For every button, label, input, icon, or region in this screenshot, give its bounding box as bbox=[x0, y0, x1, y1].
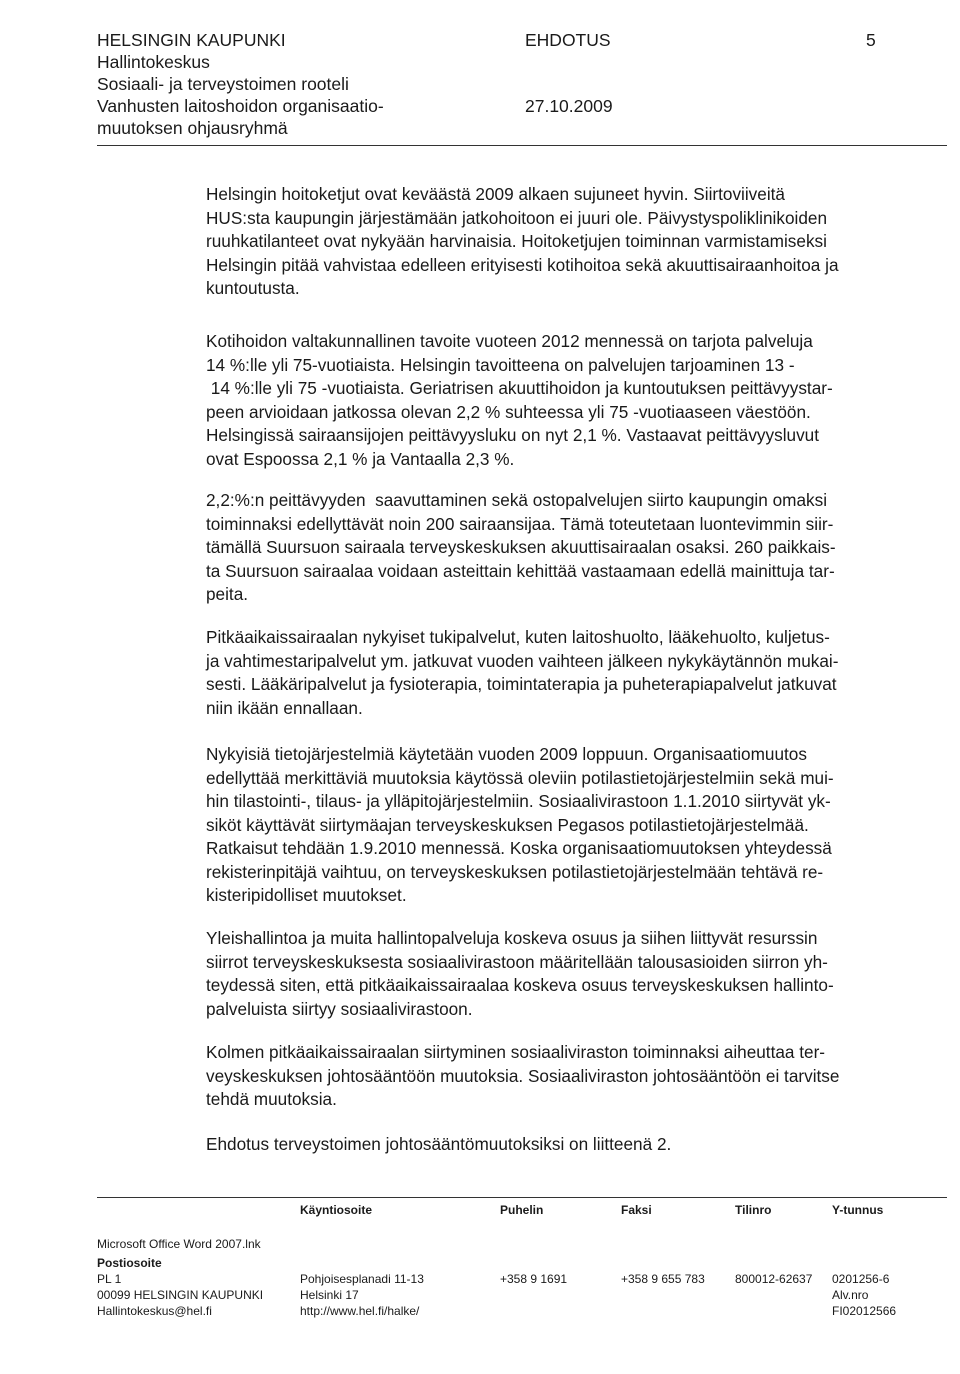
text-line: edellyttää merkittäviä muutoksia käytössä oleviin potilastietojärjestelmiin sekä mui- bbox=[206, 767, 834, 788]
text-line: Yleishallintoa ja muita hallintopalveluja koskeva osuus ja siihen liittyvät resurssin bbox=[206, 928, 818, 948]
paragraph-information-systems bbox=[206, 743, 951, 908]
website-link[interactable]: http://www.hel.fi/halke/ bbox=[300, 1304, 420, 1318]
text-line: rekisterinpitäjä vaihtuu, on terveyskeskuksen potilastietojärjestelmään tehtävä re- bbox=[206, 861, 824, 882]
text-line: veyskeskuksen johtosääntöön muutoksia. Sosiaaliviraston johtosääntöön ei tarvitse bbox=[206, 1065, 840, 1086]
visit-street: Pohjoisesplanadi 11-13 bbox=[300, 1272, 424, 1286]
text-line: kuntoutusta. bbox=[206, 278, 300, 298]
file-name: Microsoft Office Word 2007.lnk bbox=[97, 1237, 261, 1251]
paragraph-administration bbox=[206, 927, 951, 1021]
org-name: HELSINGIN KAUPUNKI bbox=[97, 30, 286, 50]
document-type: EHDOTUS bbox=[525, 30, 611, 50]
document-date: 27.10.2009 bbox=[525, 96, 613, 116]
postal-box: PL 1 bbox=[97, 1272, 122, 1286]
text-line: Helsingissä sairaansijojen peittävyysluku on nyt 2,1 %. Vastaavat peittävyysluvut bbox=[206, 425, 820, 445]
visit-address-heading: Käyntiosoite bbox=[300, 1203, 373, 1217]
business-id: 0201256-6 bbox=[832, 1272, 890, 1286]
paragraph-home-care-target bbox=[206, 330, 951, 471]
text-line: peen arvioidaan jatkossa olevan 2,2 % suhteessa yli 75 -vuotiaaseen väestöön. bbox=[206, 401, 811, 422]
account-heading: Tilinro bbox=[735, 1203, 772, 1217]
group-name-line1: Vanhusten laitoshoidon organisaatio- bbox=[97, 96, 384, 116]
text-line: niin ikään ennallaan. bbox=[206, 697, 363, 718]
text-line: palveluista siirtyy sosiaalivirastoon. bbox=[206, 998, 473, 1019]
business-id-heading: Y-tunnus bbox=[832, 1203, 884, 1217]
text-line: hin tilastointi-, tilaus- ja ylläpitojärjestelmiin. Sosiaalivirastoon 1.1.2010 siirtyvät yk- bbox=[206, 791, 831, 811]
email-link[interactable]: Hallintokeskus@hel.fi bbox=[97, 1304, 212, 1318]
text-line: tehdä muutoksia. bbox=[206, 1089, 337, 1109]
visit-city: Helsinki 17 bbox=[300, 1288, 359, 1302]
fax-heading: Faksi bbox=[621, 1203, 652, 1217]
text-line: siirrot terveyskeskuksesta sosiaalivirastoon määritellään talousasioiden siirron yh- bbox=[206, 951, 828, 972]
text-line: Helsingin pitää vahvistaa edelleen erityisesti kotihoitoa sekä akuuttisairaanhoitoa ja bbox=[206, 254, 839, 275]
paragraph-support-services bbox=[206, 626, 951, 720]
paragraph-care-chains bbox=[206, 183, 951, 301]
text-line: Kolmen pitkäaikaissairaalan siirtyminen sosiaaliviraston toiminnaksi aiheuttaa ter- bbox=[206, 1042, 826, 1062]
postal-address-heading: Postiosoite bbox=[97, 1256, 162, 1270]
text-line: Pitkäaikaissairaalan nykyiset tukipalvelut, kuten laitoshuolto, lääkehuolto, kuljetus- bbox=[206, 627, 830, 647]
text-line: ovat Espoossa 2,1 % ja Vantaalla 2,3 %. bbox=[206, 448, 515, 469]
text-line: Ehdotus terveystoimen johtosääntömuutoksiksi on liitteenä 2. bbox=[206, 1134, 672, 1154]
text-line: Kotihoidon valtakunnallinen tavoite vuoteen 2012 mennessä on tarjota palveluja bbox=[206, 331, 813, 351]
postal-city: 00099 HELSINGIN KAUPUNKI bbox=[97, 1288, 264, 1302]
group-name-line2: muutoksen ohjausryhmä bbox=[97, 118, 288, 138]
text-line: ja vahtimestaripalvelut ym. jatkuvat vuoden vaihteen jälkeen nykykäytännön mukai- bbox=[206, 650, 839, 671]
footer-divider bbox=[97, 1197, 947, 1198]
vat-number: FI02012566 bbox=[832, 1304, 897, 1318]
phone-heading: Puhelin bbox=[500, 1203, 544, 1217]
text-line: kisteripidolliset muutokset. bbox=[206, 885, 407, 905]
vat-label: Alv.nro bbox=[832, 1288, 869, 1302]
phone-number: +358 9 1691 bbox=[500, 1272, 568, 1286]
text-line: Nykyisiä tietojärjestelmiä käytetään vuoden 2009 loppuun. Organisaatiomuutos bbox=[206, 744, 807, 764]
text-line: 14 %:lle yli 75-vuotiaista. Helsingin tavoitteena on palvelujen tarjoaminen 13 - bbox=[206, 354, 795, 375]
unit-name: Hallintokeskus bbox=[97, 52, 210, 72]
text-line: peita. bbox=[206, 584, 249, 604]
paragraph-proposal bbox=[206, 1133, 951, 1157]
text-line: Ratkaisut tehdään 1.9.2010 mennessä. Koska organisaatiomuutoksen yhteydessä bbox=[206, 838, 832, 858]
division-name: Sosiaali- ja terveystoimen rooteli bbox=[97, 74, 349, 94]
text-line: toiminnaksi edellyttävät noin 200 sairaansijaa. Tämä toteutetaan luontevimmin siir- bbox=[206, 513, 834, 534]
text-line: teydessä siten, että pitkäaikaissairaalaa koskeva osuus terveyskeskuksen hallinto- bbox=[206, 975, 834, 995]
paragraph-rules bbox=[206, 1041, 951, 1112]
text-line: sesti. Lääkäripalvelut ja fysioterapia, toimintaterapia ja puheterapiapalvelut jatkuvat bbox=[206, 674, 837, 694]
text-line: 2,2:%:n peittävyyden saavuttaminen sekä ostopalvelujen siirto kaupungin omaksi bbox=[206, 490, 828, 510]
text-line: ruuhkatilanteet ovat nykyään harvinaisia. Hoitoketjujen toiminnan varmistamiseksi bbox=[206, 231, 827, 251]
paragraph-coverage bbox=[206, 489, 951, 607]
text-line: HUS:sta kaupungin järjestämään jatkohoitoon ei juuri ole. Päivystyspoliklinikoiden bbox=[206, 207, 827, 228]
text-line: ta Suursuon sairaalaa voidaan asteittain kehittää vastaamaan edellä mainittuja tar- bbox=[206, 560, 835, 581]
fax-number: +358 9 655 783 bbox=[621, 1272, 705, 1286]
text-line: siköt käyttävät siirtymäajan terveyskeskuksen Pegasos potilastietojärjestelmää. bbox=[206, 814, 809, 835]
text-line: 14 %:lle yli 75 -vuotiaista. Geriatrisen akuuttihoidon ja kuntoutuksen peittävyystar- bbox=[206, 378, 833, 398]
header-divider bbox=[97, 145, 947, 146]
account-number: 800012-62637 bbox=[735, 1272, 813, 1286]
text-line: Helsingin hoitoketjut ovat keväästä 2009 alkaen sujuneet hyvin. Siirtoviiveitä bbox=[206, 184, 785, 204]
page-number: 5 bbox=[866, 30, 876, 50]
text-line: tämällä Suursuon sairaala terveyskeskuksen akuuttisairaalan osaksi. 260 paikkais- bbox=[206, 537, 836, 557]
